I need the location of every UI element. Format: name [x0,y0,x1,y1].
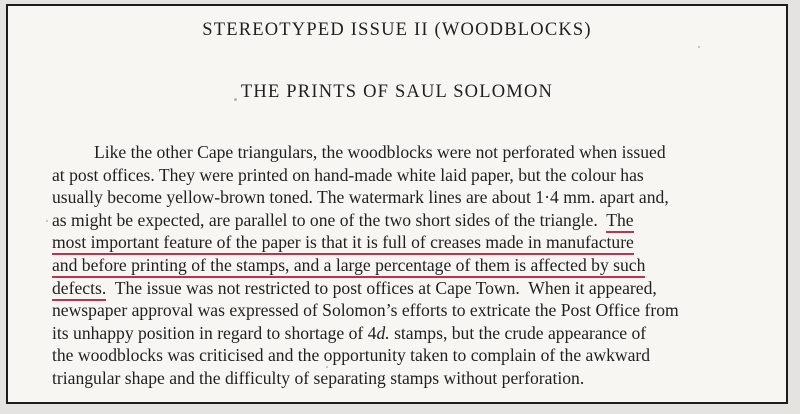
highlighted-text: most important feature of the paper is that it is full of creases made in manufacture [52,232,634,255]
italic-text: d. [376,322,390,343]
paragraph-line [52,277,788,300]
paragraph-line [52,254,788,277]
document-page [6,4,788,404]
paragraph-line [52,322,788,345]
highlighted-text: The [606,210,633,233]
paragraph-line [52,231,788,254]
line-text: at post offices. They were printed on hand-made white laid paper, but the colour has [52,164,644,185]
paragraph-line [52,299,788,322]
highlighted-text: defects. [52,278,106,301]
line-text: usually become yellow-brown toned. The watermark lines are about 1·4 mm. apart and, [52,187,669,208]
paper-speck [326,366,328,368]
line-text: Like the other Cape triangulars, the woodblocks were not perforated when issued [94,142,666,162]
body-paragraph [52,141,788,390]
paragraph-line [52,141,788,164]
paper-speck [46,220,48,222]
chapter-heading: THE PRINTS OF SAUL SOLOMON [240,82,554,102]
paragraph-line [52,367,788,390]
paragraph-line [52,209,788,232]
line-text: the woodblocks was criticised and the opportunity taken to complain of the awkward [52,345,651,366]
paragraph-line [52,186,788,209]
paper-speck [698,46,700,48]
line-text: The issue was not restricted to post offices at Cape Town. When it appeared, [106,277,657,298]
line-text: its unhappy position in regard to shortage of 4 [52,322,377,343]
highlighted-text: and before printing of the stamps, and a large percentage of them is affected by such [52,255,645,278]
paper-speck [234,98,237,101]
line-text: stamps, but the crude appearance of [389,322,647,343]
line-text: newspaper approval was expressed of Solomon’s efforts to extricate the Post Office from [52,300,679,321]
line-text: triangular shape and the difficulty of separating stamps without perforation. [52,367,585,388]
paragraph-line [52,344,788,367]
line-text: as might be expected, are parallel to one of the two short sides of the triangle. [52,209,607,230]
section-heading: STEREOTYPED ISSUE II (WOODBLOCKS) [202,20,592,40]
paragraph-line [52,164,788,187]
